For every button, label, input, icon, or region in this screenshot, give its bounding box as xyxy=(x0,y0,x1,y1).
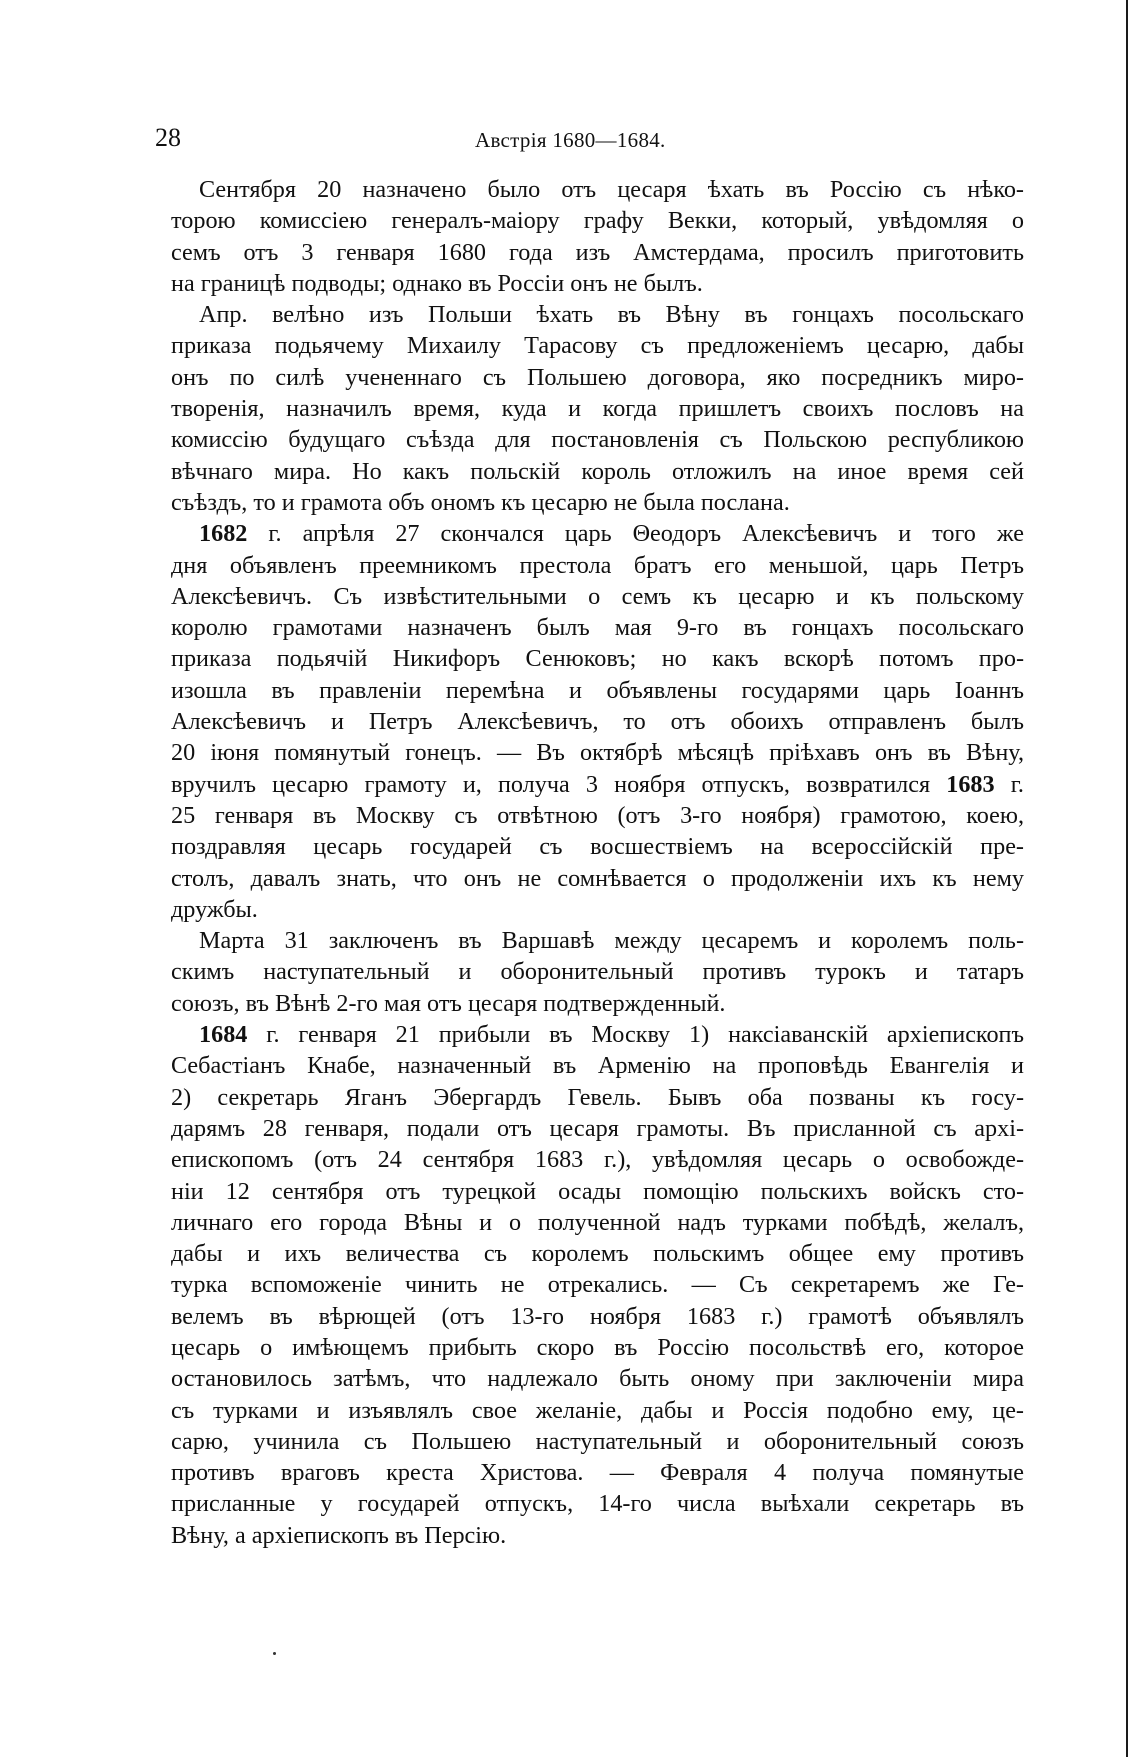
text-line: остановилось затѣмъ, что надлежало быть оному при заключеніи мира xyxy=(171,1365,1024,1393)
text-line: цесарь о имѣющемъ прибыть скоро въ Россію посольствѣ его, которое xyxy=(171,1333,1024,1361)
text-line xyxy=(171,1019,1024,1050)
text-line: королю грамотами назначенъ былъ мая 9-го въ гонцахъ посольскаго xyxy=(171,614,1024,642)
paragraph-5 xyxy=(171,1019,1024,1551)
text-line: личнаго его города Вѣны и о полученной надъ турками побѣдѣ, желалъ, xyxy=(171,1208,1024,1236)
text-line: Апр. велѣно изъ Польши ѣхать въ Вѣну въ гонцахъ посольскаго xyxy=(199,301,1024,329)
page-number: 28 xyxy=(155,123,181,152)
text-line: дабы и ихъ величества съ королемъ польскимъ общее ему противъ xyxy=(171,1240,1024,1268)
text-line: Сентября 20 назначено было отъ цесаря ѣхать въ Россію съ нѣко- xyxy=(199,176,1024,203)
paragraph-3 xyxy=(171,518,1024,925)
text-line: Алексѣевичъ и Петръ Алексѣевичъ, то отъ обоихъ отправленъ былъ xyxy=(171,708,1024,736)
text-line: вѣчнаго мира. Но какъ польскій король отложилъ на иное время сей xyxy=(171,457,1024,485)
text-line: 25 генваря въ Москву съ отвѣтною (отъ 3-го ноября) грамотою, коею, xyxy=(171,801,1024,829)
text-line: поздравляя цесарь государей съ восшествіемъ на всероссійскій пре- xyxy=(171,833,1024,861)
text-line: семъ отъ 3 генваря 1680 года изъ Амстердама, просилъ приготовить xyxy=(171,238,1024,266)
text-line: ніи 12 сентября отъ турецкой осады помощію польскихъ войскъ сто- xyxy=(171,1177,1024,1205)
text-line: 2) секретарь Яганъ Эбергардъ Гевель. Бывъ оба позваны къ госу- xyxy=(171,1083,1024,1111)
text-line: дружбы. xyxy=(171,895,258,923)
year-marker: 1683 xyxy=(946,770,995,798)
text-line: Марта 31 заключенъ въ Варшавѣ между цесаремъ и королемъ поль- xyxy=(199,927,1024,955)
text-line: приказа подьячему Михаилу Тарасову съ предложеніемъ цесарю, дабы xyxy=(171,332,1024,360)
text-line: епископомъ (отъ 24 сентября 1683 г.), увѣдомляя цесарь о освобожде- xyxy=(171,1146,1024,1174)
year-marker: 1682 xyxy=(199,520,248,548)
text-line: онъ по силѣ учененнаго съ Польшею договора, яко посредникъ миро- xyxy=(171,363,1024,391)
text-line: велемъ въ вѣрющей (отъ 13-го ноября 1683 г.) грамотѣ объявлялъ xyxy=(171,1302,1024,1330)
text-line: дарямъ 28 генваря, подали отъ цесаря грамоты. Въ присланной съ архі- xyxy=(171,1114,1024,1142)
text-line xyxy=(171,518,1024,549)
text-line: столъ, давалъ знать, что онъ не сомнѣвается о продолженіи ихъ къ нему xyxy=(171,864,1024,892)
text-line: съ турками и изъявлялъ свое желаніе, дабы и Россія подобно ему, це- xyxy=(171,1396,1024,1424)
line-text: г. генваря 21 прибыли въ Москву 1) наксіаванскій архіепископъ xyxy=(247,1021,1024,1049)
line-text: г. апрѣля 27 скончался царь Θеодоръ Алексѣевичъ и того же xyxy=(247,520,1024,548)
text-line: союзъ, въ Вѣнѣ 2-го мая отъ цесаря подтвержденный. xyxy=(171,989,726,1017)
paragraph-2 xyxy=(171,299,1024,518)
line-text: г. xyxy=(994,770,1024,798)
text-line: комиссію будущаго съѣзда для постановленія съ Польскою республикою xyxy=(171,426,1024,454)
text-line: Алексѣевичъ. Съ извѣстительными о семъ къ цесарю и къ польскому xyxy=(171,582,1024,610)
text-line: съѣздъ, то и грамота объ ономъ къ цесарю не была послана. xyxy=(171,488,790,516)
text-line: творенія, назначилъ время, куда и когда пришлетъ своихъ пословъ на xyxy=(171,395,1024,423)
text-line: сарю, учинила съ Польшею наступательный и оборонительный союзъ xyxy=(171,1427,1024,1455)
text-line xyxy=(171,769,1024,800)
text-line: присланные у государей отпускъ, 14-го числа выѣхали секретарь въ xyxy=(171,1490,1024,1518)
text-line: изошла въ правленіи перемѣна и объявлены государями царь Іоаннъ xyxy=(171,676,1024,704)
page-edge-line xyxy=(1126,0,1128,1757)
line-text: вручилъ цесарю грамоту и, получа 3 ноября отпускъ, возвратился xyxy=(171,770,947,798)
paragraph-4 xyxy=(171,925,1024,1019)
text-line: турка вспоможеніе чинить не отрекались. — Съ секретаремъ же Ге- xyxy=(171,1271,1024,1299)
text-line: скимъ наступательный и оборонительный противъ турокъ и татаръ xyxy=(171,958,1024,986)
paragraph-1 xyxy=(171,174,1024,299)
text-line: дня объявленъ преемникомъ престола братъ его меньшой, царь Петръ xyxy=(171,551,1024,579)
text-line: Себастіанъ Кнабе, назначенный въ Арменію на проповѣдь Евангелія и xyxy=(171,1052,1024,1080)
text-line: торою комиссіею генералъ-маіору графу Векки, который, увѣдомляя о xyxy=(171,207,1024,235)
text-line: Вѣну, а архіепископъ въ Персію. xyxy=(171,1521,507,1549)
text-line: противъ враговъ креста Христова. — Февраля 4 получа помянутые xyxy=(171,1459,1024,1487)
body-text xyxy=(171,174,1024,1551)
page-header xyxy=(155,122,1025,162)
text-line: на границѣ подводы; однако въ Россіи онъ не былъ. xyxy=(171,269,703,297)
text-line: приказа подьячій Никифоръ Сенюковъ; но какъ вскорѣ потомъ про- xyxy=(171,645,1024,673)
stray-ink-dot xyxy=(273,1652,276,1655)
running-head: Австрія 1680—1684. xyxy=(475,128,666,152)
year-marker: 1684 xyxy=(199,1021,248,1049)
text-line: 20 іюня помянутый гонецъ. — Въ октябрѣ мѣсяцѣ пріѣхавъ онъ въ Вѣну, xyxy=(171,739,1024,767)
